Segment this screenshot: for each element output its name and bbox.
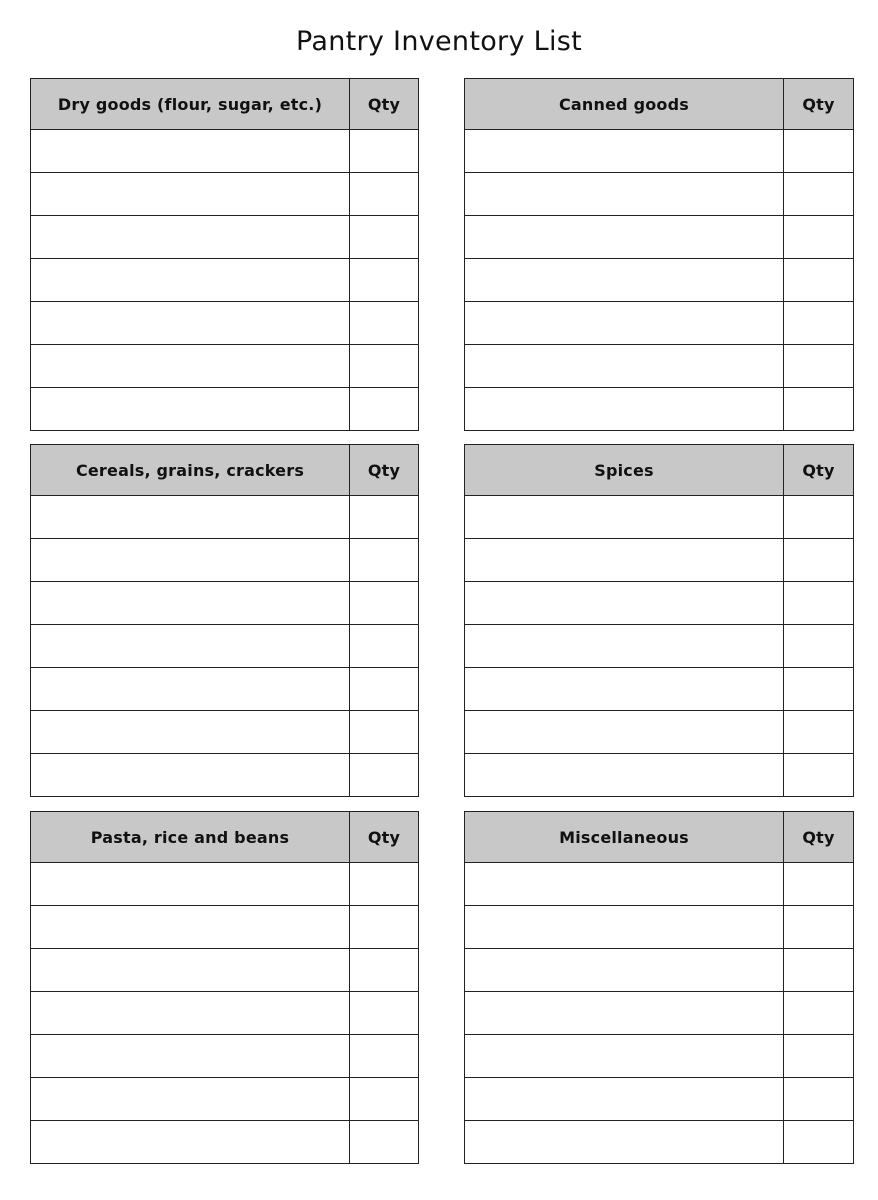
table-row <box>31 259 419 302</box>
item-cell[interactable] <box>465 906 784 949</box>
item-cell[interactable] <box>465 668 784 711</box>
qty-cell[interactable] <box>350 625 419 668</box>
qty-cell[interactable] <box>350 1078 419 1121</box>
category-heading: Dry goods (flour, sugar, etc.) <box>31 79 350 130</box>
table-row <box>465 1121 854 1164</box>
table-row <box>465 906 854 949</box>
qty-cell[interactable] <box>350 754 419 797</box>
qty-cell[interactable] <box>784 345 854 388</box>
qty-heading: Qty <box>784 812 854 863</box>
table-row <box>31 345 419 388</box>
item-cell[interactable] <box>465 754 784 797</box>
table-header-row <box>465 79 854 130</box>
table-row <box>31 1078 419 1121</box>
item-cell[interactable] <box>465 130 784 173</box>
qty-cell[interactable] <box>784 1121 854 1164</box>
item-cell[interactable] <box>31 173 350 216</box>
qty-cell[interactable] <box>784 863 854 906</box>
table-row <box>31 906 419 949</box>
table-row <box>465 388 854 431</box>
table-header-row <box>31 79 419 130</box>
item-cell[interactable] <box>465 1035 784 1078</box>
qty-cell[interactable] <box>350 302 419 345</box>
qty-cell[interactable] <box>784 949 854 992</box>
item-cell[interactable] <box>465 496 784 539</box>
item-cell[interactable] <box>465 582 784 625</box>
table-row <box>465 539 854 582</box>
qty-cell[interactable] <box>350 863 419 906</box>
qty-cell[interactable] <box>784 302 854 345</box>
item-cell[interactable] <box>465 1121 784 1164</box>
qty-cell[interactable] <box>350 1035 419 1078</box>
table-row <box>31 130 419 173</box>
table-row <box>31 992 419 1035</box>
table-body <box>31 863 419 1164</box>
item-cell[interactable] <box>31 906 350 949</box>
item-cell[interactable] <box>465 388 784 431</box>
item-cell[interactable] <box>31 1121 350 1164</box>
table-row <box>31 216 419 259</box>
category-heading: Miscellaneous <box>465 812 784 863</box>
table-body <box>31 496 419 797</box>
category-heading: Pasta, rice and beans <box>31 812 350 863</box>
table-row <box>465 302 854 345</box>
qty-cell[interactable] <box>350 496 419 539</box>
item-cell[interactable] <box>465 345 784 388</box>
qty-cell[interactable] <box>350 173 419 216</box>
item-cell[interactable] <box>31 302 350 345</box>
table-body <box>31 130 419 431</box>
item-cell[interactable] <box>465 216 784 259</box>
pasta-table <box>30 811 419 1164</box>
table-row <box>31 496 419 539</box>
table-header-row <box>31 445 419 496</box>
table-header-row <box>31 812 419 863</box>
item-cell[interactable] <box>31 345 350 388</box>
miscellaneous-table <box>464 811 854 1164</box>
category-heading: Canned goods <box>465 79 784 130</box>
page-title: Pantry Inventory List <box>295 26 583 57</box>
qty-cell[interactable] <box>784 496 854 539</box>
item-cell[interactable] <box>31 216 350 259</box>
cereals-table <box>30 444 419 797</box>
table-body <box>465 130 854 431</box>
table-row <box>31 1035 419 1078</box>
qty-heading: Qty <box>784 445 854 496</box>
qty-cell[interactable] <box>784 625 854 668</box>
item-cell[interactable] <box>465 539 784 582</box>
qty-cell[interactable] <box>350 345 419 388</box>
item-cell[interactable] <box>31 754 350 797</box>
qty-cell[interactable] <box>784 582 854 625</box>
qty-cell[interactable] <box>350 259 419 302</box>
qty-heading: Qty <box>350 812 419 863</box>
item-cell[interactable] <box>31 949 350 992</box>
table-row <box>465 259 854 302</box>
qty-heading: Qty <box>784 79 854 130</box>
table-row <box>465 173 854 216</box>
qty-cell[interactable] <box>784 1035 854 1078</box>
qty-cell[interactable] <box>784 992 854 1035</box>
item-cell[interactable] <box>465 625 784 668</box>
qty-cell[interactable] <box>784 668 854 711</box>
table-row <box>31 668 419 711</box>
item-cell[interactable] <box>465 173 784 216</box>
qty-cell[interactable] <box>350 668 419 711</box>
qty-cell[interactable] <box>350 1121 419 1164</box>
table-row <box>31 388 419 431</box>
table-row <box>465 863 854 906</box>
qty-cell[interactable] <box>784 754 854 797</box>
table-row <box>31 711 419 754</box>
table-row <box>465 130 854 173</box>
qty-cell[interactable] <box>350 992 419 1035</box>
table-row <box>31 863 419 906</box>
table-row <box>465 754 854 797</box>
table-row <box>31 173 419 216</box>
category-heading: Spices <box>465 445 784 496</box>
qty-cell[interactable] <box>350 711 419 754</box>
item-cell[interactable] <box>31 388 350 431</box>
qty-cell[interactable] <box>350 582 419 625</box>
qty-heading: Qty <box>350 445 419 496</box>
qty-cell[interactable] <box>350 216 419 259</box>
item-cell[interactable] <box>465 302 784 345</box>
qty-cell[interactable] <box>350 388 419 431</box>
qty-cell[interactable] <box>784 130 854 173</box>
table-row <box>31 625 419 668</box>
dry-goods-table <box>30 78 419 431</box>
table-header-row <box>465 445 854 496</box>
qty-cell[interactable] <box>784 906 854 949</box>
table-row <box>31 302 419 345</box>
qty-cell[interactable] <box>784 173 854 216</box>
item-cell[interactable] <box>31 711 350 754</box>
table-row <box>465 582 854 625</box>
table-row <box>31 754 419 797</box>
item-cell[interactable] <box>31 582 350 625</box>
item-cell[interactable] <box>465 949 784 992</box>
qty-cell[interactable] <box>350 539 419 582</box>
item-cell[interactable] <box>465 863 784 906</box>
table-row <box>465 496 854 539</box>
item-cell[interactable] <box>31 668 350 711</box>
item-cell[interactable] <box>465 259 784 302</box>
table-row <box>31 1121 419 1164</box>
table-body <box>465 496 854 797</box>
qty-cell[interactable] <box>784 216 854 259</box>
table-row <box>465 1035 854 1078</box>
qty-heading: Qty <box>350 79 419 130</box>
item-cell[interactable] <box>31 1078 350 1121</box>
table-body <box>465 863 854 1164</box>
qty-cell[interactable] <box>784 388 854 431</box>
item-cell[interactable] <box>31 496 350 539</box>
table-row <box>31 949 419 992</box>
item-cell[interactable] <box>465 711 784 754</box>
item-cell[interactable] <box>31 130 350 173</box>
table-row <box>465 625 854 668</box>
qty-cell[interactable] <box>784 539 854 582</box>
item-cell[interactable] <box>31 992 350 1035</box>
table-row <box>465 949 854 992</box>
table-row <box>465 1078 854 1121</box>
item-cell[interactable] <box>31 539 350 582</box>
qty-cell[interactable] <box>784 259 854 302</box>
item-cell[interactable] <box>465 1078 784 1121</box>
table-row <box>465 668 854 711</box>
qty-cell[interactable] <box>784 1078 854 1121</box>
table-row <box>31 582 419 625</box>
table-row <box>465 992 854 1035</box>
qty-cell[interactable] <box>350 906 419 949</box>
spices-table <box>464 444 854 797</box>
qty-cell[interactable] <box>350 130 419 173</box>
qty-cell[interactable] <box>784 711 854 754</box>
item-cell[interactable] <box>31 259 350 302</box>
item-cell[interactable] <box>465 992 784 1035</box>
table-row <box>465 216 854 259</box>
table-row <box>31 539 419 582</box>
category-heading: Cereals, grains, crackers <box>31 445 350 496</box>
item-cell[interactable] <box>31 863 350 906</box>
table-row <box>465 711 854 754</box>
table-header-row <box>465 812 854 863</box>
qty-cell[interactable] <box>350 949 419 992</box>
item-cell[interactable] <box>31 625 350 668</box>
canned-goods-table <box>464 78 854 431</box>
table-row <box>465 345 854 388</box>
item-cell[interactable] <box>31 1035 350 1078</box>
